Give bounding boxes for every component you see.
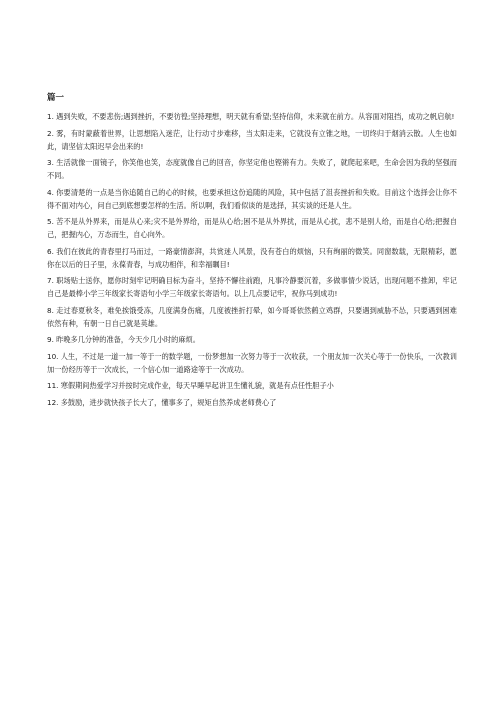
paragraph-9: 9. 昨晚多几分钟的准备，今天少几小时的麻烦。: [47, 335, 200, 344]
paragraph-10: 10. 人生，不过是一道一加一等于一的数学题，一份梦想加一次努力等于一次收获，一个朋友加一次关心等于一份快乐，一次教训加一份经历等于一次成长，一个信心加一道路途等于一次成功。: [47, 351, 457, 374]
paragraph-6: 6. 我们在彼此的青春里打马而过，一路豪情澎湃，共赏迷人风景，没有苍白的烦恼，只有绚丽的微笑。同窗数载，无限精彩，愿你在以后的日子里，永葆青春，与成功相伴，和幸福瞩目!: [47, 246, 457, 269]
paragraph-11: 11. 寒假期间热爱学习并按时完成作业，每天早睡早起讲卫生懂礼貌，就是有点任性胆子小: [47, 381, 334, 390]
paragraph-4: 4. 你要清楚的一点是当你追随自己的心的时候，也要承担这份追随的风险，其中包括了沮丧挫折和失败。目前这个选择会让你不得不面对内心，问自己到底想要怎样的生活。所以啊，我们看似谈的是选择，其实谈的还是人生。: [47, 187, 457, 210]
paragraph-3: 3. 生活就像一面镜子，你笑他也笑，态度就像自己的回音，你坚定他也铿锵有力。失败了，就爬起来吧，生命会因为我的坚强而不同。: [47, 158, 457, 180]
paragraph-5: 5. 苦不是从外界来，而是从心来;灾不是外界给，而是从心给;困不是从外界扰，而是从心扰，悲不是别人给，而是自心给;把握自己，把握内心，万态而生，自心向外。: [47, 217, 457, 239]
document-page: [47, 92, 457, 412]
paragraph-7: 7. 职场贴士送你，愿你时刻牢记明确目标为奋斗，坚持不懈往前跑，凡事冷静要沉着，多做事情少说话，出现问题不推卸，牢记自己是最棒小学三年级家长寄语句小学三年级家长寄语句。以上几点要记牢，祝你马到成功!: [47, 276, 457, 298]
section-heading: 篇一: [47, 93, 65, 103]
paragraph-1: 1. 遇到失败，不要悲伤;遇到挫折，不要彷徨;坚持理想，明天就有希望;坚持信仰，未来就在前方。从容面对阻挡，成功之帆启航!: [47, 112, 455, 121]
paragraph-2: 2. 雾，有时蒙蔽着世界，让思想陷入迷茫，让行动寸步难移，当太阳走来，它就没有立锥之地，一切终归于烟消云散。人生也如此，请坚信太阳迟早会出来的!: [47, 128, 457, 151]
paragraph-12: 12. 多鼓励，进步就快孩子长大了，懂事多了，规矩自然养成老师费心了: [47, 397, 277, 407]
paragraph-8: 8. 走过春夏秋冬，难免挨饿受冻，几度满身伤痛，几度被挫折打晕，如今哥哥依然鹤立鸡群，只要遇到威胁不怂，只要遇到困难依然有种，有朝一日自己就是英雄。: [47, 305, 457, 328]
